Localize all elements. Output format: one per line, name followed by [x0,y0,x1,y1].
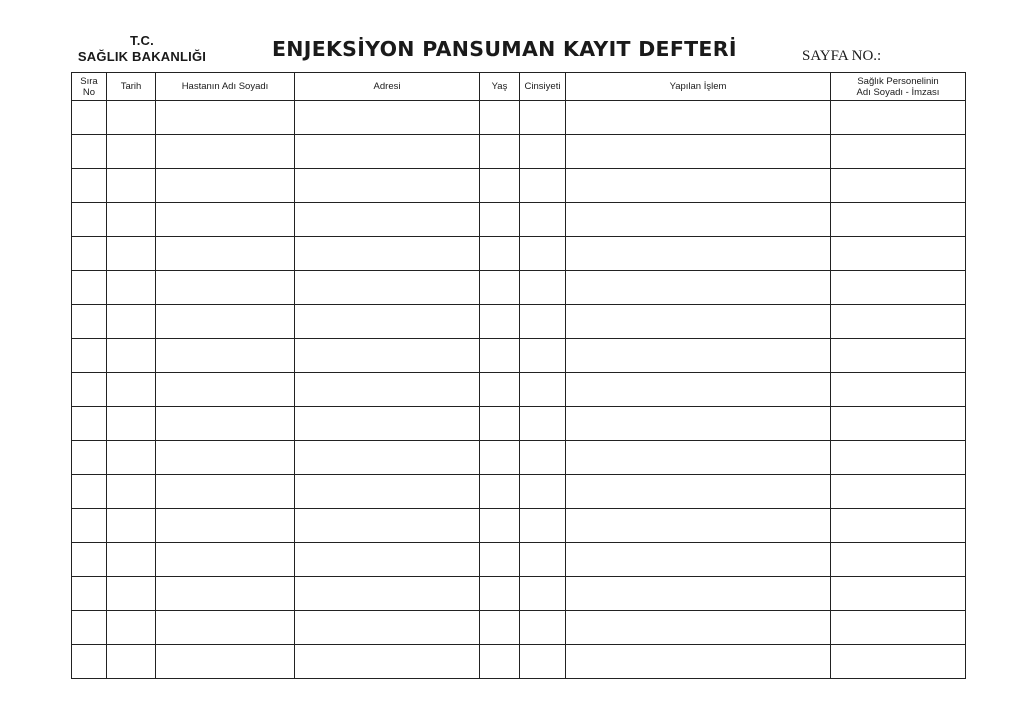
cell-cinsiyeti [520,373,566,407]
column-header-adresi [295,73,480,101]
table-body [72,101,966,679]
cell-cinsiyeti [520,271,566,305]
cell-saglik-personeli [831,577,966,611]
cell-hasta-adi [156,441,295,475]
page-number-label: SAYFA NO.: [802,48,882,64]
cell-yapilan-islem [566,509,831,543]
cell-yapilan-islem [566,645,831,679]
cell-yas [480,577,520,611]
table-row [72,645,966,679]
cell-saglik-personeli [831,101,966,135]
cell-hasta-adi [156,339,295,373]
table-row [72,475,966,509]
cell-yas [480,101,520,135]
cell-sira-no [72,543,107,577]
cell-adresi [295,237,480,271]
cell-sira-no [72,169,107,203]
ministry-name-line1: T.C. [130,33,154,48]
cell-saglik-personeli [831,543,966,577]
cell-saglik-personeli [831,271,966,305]
table-row [72,509,966,543]
cell-yas [480,135,520,169]
cell-yapilan-islem [566,373,831,407]
cell-yapilan-islem [566,203,831,237]
cell-adresi [295,271,480,305]
cell-cinsiyeti [520,543,566,577]
cell-tarih [107,339,156,373]
cell-yas [480,373,520,407]
cell-cinsiyeti [520,475,566,509]
cell-yas [480,169,520,203]
cell-tarih [107,577,156,611]
cell-tarih [107,611,156,645]
cell-yapilan-islem [566,271,831,305]
cell-yapilan-islem [566,135,831,169]
cell-sira-no [72,611,107,645]
cell-tarih [107,101,156,135]
cell-hasta-adi [156,577,295,611]
cell-adresi [295,407,480,441]
column-header-line1: Yaş [491,81,508,92]
cell-saglik-personeli [831,339,966,373]
cell-saglik-personeli [831,237,966,271]
cell-adresi [295,101,480,135]
table-row [72,543,966,577]
cell-yas [480,475,520,509]
cell-saglik-personeli [831,611,966,645]
cell-saglik-personeli [831,509,966,543]
cell-hasta-adi [156,407,295,441]
cell-yas [480,237,520,271]
cell-yapilan-islem [566,101,831,135]
cell-saglik-personeli [831,373,966,407]
cell-yapilan-islem [566,305,831,339]
column-header-yapilan-islem [566,73,831,101]
cell-saglik-personeli [831,135,966,169]
cell-yas [480,407,520,441]
cell-yas [480,611,520,645]
column-header-line2: No [82,86,96,98]
column-header-line1: Cinsiyeti [524,81,561,92]
cell-cinsiyeti [520,135,566,169]
cell-tarih [107,373,156,407]
cell-yas [480,305,520,339]
cell-yapilan-islem [566,169,831,203]
cell-yas [480,203,520,237]
cell-sira-no [72,339,107,373]
cell-cinsiyeti [520,509,566,543]
cell-adresi [295,577,480,611]
cell-tarih [107,543,156,577]
column-header-saglik-personeli [831,73,966,101]
cell-sira-no [72,135,107,169]
column-header-tarih [107,73,156,101]
cell-adresi [295,645,480,679]
cell-tarih [107,645,156,679]
cell-yas [480,509,520,543]
cell-tarih [107,237,156,271]
cell-saglik-personeli [831,169,966,203]
cell-yapilan-islem [566,339,831,373]
cell-cinsiyeti [520,237,566,271]
cell-hasta-adi [156,645,295,679]
column-header-line1: Sıra [80,75,98,87]
cell-tarih [107,441,156,475]
cell-adresi [295,203,480,237]
cell-hasta-adi [156,101,295,135]
cell-sira-no [72,509,107,543]
column-header-sira-no [72,73,107,101]
cell-saglik-personeli [831,645,966,679]
table-row [72,611,966,645]
cell-sira-no [72,203,107,237]
cell-saglik-personeli [831,407,966,441]
cell-cinsiyeti [520,101,566,135]
cell-hasta-adi [156,373,295,407]
cell-yapilan-islem [566,407,831,441]
cell-hasta-adi [156,237,295,271]
cell-hasta-adi [156,611,295,645]
column-header-line1: Tarih [120,81,142,92]
cell-yas [480,339,520,373]
cell-saglik-personeli [831,305,966,339]
table-row [72,441,966,475]
cell-hasta-adi [156,509,295,543]
cell-cinsiyeti [520,441,566,475]
cell-sira-no [72,577,107,611]
cell-cinsiyeti [520,169,566,203]
table-row [72,577,966,611]
table-row [72,305,966,339]
column-header-cinsiyeti [520,73,566,101]
cell-cinsiyeti [520,407,566,441]
cell-yapilan-islem [566,441,831,475]
column-header-hasta-adi [156,73,295,101]
cell-hasta-adi [156,203,295,237]
cell-tarih [107,203,156,237]
cell-hasta-adi [156,305,295,339]
ministry-name [72,33,212,65]
document-title: ENJEKSİYON PANSUMAN KAYIT DEFTERİ [272,37,737,61]
cell-saglik-personeli [831,203,966,237]
table-row [72,237,966,271]
cell-cinsiyeti [520,339,566,373]
cell-tarih [107,305,156,339]
cell-cinsiyeti [520,611,566,645]
cell-hasta-adi [156,169,295,203]
cell-cinsiyeti [520,577,566,611]
table-row [72,373,966,407]
cell-tarih [107,169,156,203]
table-row [72,101,966,135]
cell-tarih [107,271,156,305]
table-row [72,407,966,441]
cell-sira-no [72,475,107,509]
register-table [71,72,966,679]
cell-cinsiyeti [520,203,566,237]
cell-adresi [295,509,480,543]
cell-yapilan-islem [566,577,831,611]
cell-sira-no [72,237,107,271]
cell-sira-no [72,101,107,135]
cell-hasta-adi [156,543,295,577]
cell-yas [480,543,520,577]
cell-tarih [107,135,156,169]
column-header-line1: Sağlık Personelinin [857,75,939,87]
cell-yapilan-islem [566,611,831,645]
cell-hasta-adi [156,135,295,169]
column-header-yas [480,73,520,101]
cell-yapilan-islem [566,475,831,509]
cell-saglik-personeli [831,441,966,475]
cell-adresi [295,543,480,577]
cell-sira-no [72,305,107,339]
column-header-line1: Hastanın Adı Soyadı [181,81,269,92]
cell-adresi [295,339,480,373]
cell-sira-no [72,407,107,441]
cell-adresi [295,169,480,203]
table-row [72,169,966,203]
cell-adresi [295,441,480,475]
cell-saglik-personeli [831,475,966,509]
cell-sira-no [72,441,107,475]
cell-sira-no [72,373,107,407]
cell-cinsiyeti [520,645,566,679]
table-row [72,339,966,373]
cell-tarih [107,475,156,509]
cell-adresi [295,135,480,169]
cell-yapilan-islem [566,237,831,271]
cell-tarih [107,509,156,543]
cell-adresi [295,475,480,509]
cell-yas [480,645,520,679]
cell-sira-no [72,645,107,679]
column-header-line1: Yapılan İşlem [669,81,727,92]
cell-cinsiyeti [520,305,566,339]
table-row [72,271,966,305]
cell-yas [480,441,520,475]
column-header-line2: Adı Soyadı - İmzası [856,86,940,98]
cell-adresi [295,373,480,407]
ministry-name-line2: SAĞLIK BAKANLIĞI [77,49,207,64]
cell-adresi [295,611,480,645]
cell-yapilan-islem [566,543,831,577]
cell-hasta-adi [156,475,295,509]
cell-sira-no [72,271,107,305]
table-row [72,203,966,237]
table-row [72,135,966,169]
cell-tarih [107,407,156,441]
table-header-row [72,73,966,101]
cell-adresi [295,305,480,339]
cell-yas [480,271,520,305]
column-header-line1: Adresi [373,81,401,92]
cell-hasta-adi [156,271,295,305]
